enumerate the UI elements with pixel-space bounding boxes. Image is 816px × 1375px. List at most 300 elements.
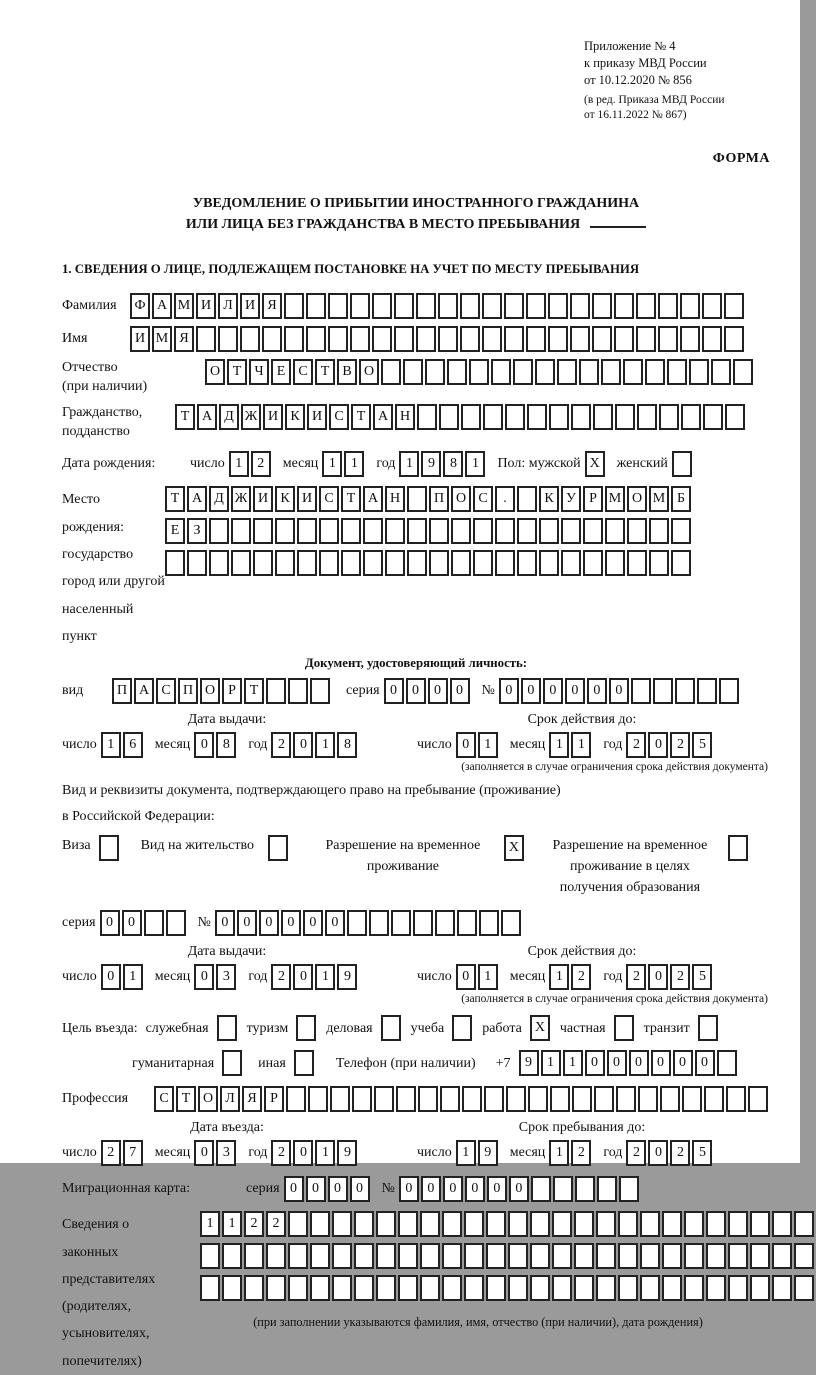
char-cell[interactable] <box>354 1211 374 1237</box>
char-cell[interactable]: 0 <box>237 910 257 936</box>
char-cell[interactable] <box>99 835 119 861</box>
char-cell[interactable] <box>275 518 295 544</box>
char-cell[interactable] <box>330 1086 350 1112</box>
char-cell[interactable]: Ж <box>241 404 261 430</box>
char-cell[interactable] <box>209 550 229 576</box>
char-cell[interactable] <box>407 486 427 512</box>
char-cell[interactable]: 1 <box>315 964 335 990</box>
char-cell[interactable] <box>649 550 669 576</box>
char-cell[interactable]: 2 <box>626 732 646 758</box>
char-cell[interactable] <box>549 404 569 430</box>
char-cell[interactable]: Л <box>220 1086 240 1112</box>
char-cell[interactable]: 9 <box>519 1050 539 1076</box>
char-cell[interactable]: 0 <box>194 1140 214 1166</box>
char-cell[interactable] <box>561 518 581 544</box>
char-cell[interactable] <box>645 359 665 385</box>
char-cell[interactable] <box>530 1275 550 1301</box>
char-cell[interactable] <box>394 293 414 319</box>
char-cell[interactable] <box>398 1211 418 1237</box>
char-cell[interactable] <box>442 1211 462 1237</box>
char-cell[interactable] <box>420 1275 440 1301</box>
char-cell[interactable] <box>452 1015 472 1041</box>
char-cell[interactable] <box>596 1243 616 1269</box>
char-cell[interactable] <box>594 1086 614 1112</box>
char-cell[interactable] <box>528 1086 548 1112</box>
char-cell[interactable]: 0 <box>587 678 607 704</box>
char-cell[interactable]: 0 <box>465 1176 485 1202</box>
char-cell[interactable] <box>385 518 405 544</box>
char-cell[interactable] <box>166 910 186 936</box>
char-cell[interactable] <box>284 293 304 319</box>
char-cell[interactable] <box>703 404 723 430</box>
char-cell[interactable] <box>527 404 547 430</box>
char-cell[interactable]: 0 <box>293 1140 313 1166</box>
char-cell[interactable]: 0 <box>456 732 476 758</box>
char-cell[interactable] <box>372 293 392 319</box>
char-cell[interactable] <box>636 293 656 319</box>
char-cell[interactable] <box>407 518 427 544</box>
char-cell[interactable] <box>659 404 679 430</box>
char-cell[interactable] <box>222 1243 242 1269</box>
char-cell[interactable] <box>439 404 459 430</box>
char-cell[interactable] <box>614 1015 634 1041</box>
char-cell[interactable] <box>571 404 591 430</box>
char-cell[interactable]: 1 <box>315 732 335 758</box>
char-cell[interactable]: Н <box>395 404 415 430</box>
char-cell[interactable]: 1 <box>344 451 364 477</box>
char-cell[interactable]: И <box>263 404 283 430</box>
char-cell[interactable] <box>675 678 695 704</box>
char-cell[interactable] <box>640 1275 660 1301</box>
char-cell[interactable]: 1 <box>549 732 569 758</box>
char-cell[interactable]: 0 <box>509 1176 529 1202</box>
char-cell[interactable] <box>231 518 251 544</box>
char-cell[interactable] <box>451 518 471 544</box>
char-cell[interactable] <box>728 1243 748 1269</box>
char-cell[interactable]: 2 <box>670 732 690 758</box>
char-cell[interactable] <box>508 1211 528 1237</box>
char-cell[interactable]: И <box>130 326 150 352</box>
char-cell[interactable] <box>548 326 568 352</box>
char-cell[interactable] <box>483 404 503 430</box>
char-cell[interactable]: В <box>337 359 357 385</box>
char-cell[interactable]: 0 <box>122 910 142 936</box>
char-cell[interactable]: З <box>187 518 207 544</box>
char-cell[interactable] <box>332 1211 352 1237</box>
char-cell[interactable]: И <box>253 486 273 512</box>
char-cell[interactable] <box>649 518 669 544</box>
char-cell[interactable] <box>457 910 477 936</box>
char-cell[interactable] <box>539 518 559 544</box>
char-cell[interactable]: 2 <box>626 1140 646 1166</box>
char-cell[interactable]: М <box>152 326 172 352</box>
char-cell[interactable] <box>288 1211 308 1237</box>
char-cell[interactable] <box>341 518 361 544</box>
char-cell[interactable] <box>724 293 744 319</box>
char-cell[interactable] <box>680 293 700 319</box>
char-cell[interactable] <box>435 910 455 936</box>
char-cell[interactable]: 0 <box>609 678 629 704</box>
char-cell[interactable]: О <box>451 486 471 512</box>
char-cell[interactable]: 0 <box>585 1050 605 1076</box>
char-cell[interactable]: 1 <box>465 451 485 477</box>
char-cell[interactable]: X <box>585 451 605 477</box>
char-cell[interactable] <box>268 835 288 861</box>
char-cell[interactable]: И <box>307 404 327 430</box>
char-cell[interactable]: 1 <box>315 1140 335 1166</box>
char-cell[interactable]: М <box>174 293 194 319</box>
char-cell[interactable] <box>592 326 612 352</box>
char-cell[interactable]: А <box>373 404 393 430</box>
char-cell[interactable] <box>350 293 370 319</box>
char-cell[interactable]: 2 <box>626 964 646 990</box>
char-cell[interactable] <box>266 1275 286 1301</box>
char-cell[interactable] <box>222 1275 242 1301</box>
char-cell[interactable] <box>381 359 401 385</box>
char-cell[interactable] <box>350 326 370 352</box>
char-cell[interactable] <box>570 293 590 319</box>
char-cell[interactable] <box>253 518 273 544</box>
char-cell[interactable]: К <box>539 486 559 512</box>
char-cell[interactable] <box>381 1015 401 1041</box>
char-cell[interactable] <box>748 1086 768 1112</box>
char-cell[interactable] <box>682 1086 702 1112</box>
char-cell[interactable] <box>640 1243 660 1269</box>
char-cell[interactable] <box>601 359 621 385</box>
char-cell[interactable] <box>794 1243 814 1269</box>
char-cell[interactable] <box>447 359 467 385</box>
char-cell[interactable] <box>574 1275 594 1301</box>
char-cell[interactable]: 0 <box>651 1050 671 1076</box>
char-cell[interactable] <box>491 359 511 385</box>
char-cell[interactable] <box>658 293 678 319</box>
char-cell[interactable] <box>417 404 437 430</box>
char-cell[interactable] <box>517 550 537 576</box>
char-cell[interactable] <box>750 1211 770 1237</box>
char-cell[interactable] <box>469 359 489 385</box>
char-cell[interactable] <box>671 518 691 544</box>
char-cell[interactable] <box>262 326 282 352</box>
char-cell[interactable] <box>794 1211 814 1237</box>
char-cell[interactable] <box>672 451 692 477</box>
char-cell[interactable]: 0 <box>695 1050 715 1076</box>
char-cell[interactable] <box>288 1243 308 1269</box>
char-cell[interactable] <box>526 293 546 319</box>
char-cell[interactable] <box>420 1211 440 1237</box>
char-cell[interactable] <box>495 550 515 576</box>
char-cell[interactable] <box>376 1211 396 1237</box>
char-cell[interactable]: Т <box>175 404 195 430</box>
char-cell[interactable]: X <box>530 1015 550 1041</box>
char-cell[interactable] <box>631 678 651 704</box>
char-cell[interactable] <box>662 1275 682 1301</box>
char-cell[interactable] <box>460 326 480 352</box>
char-cell[interactable] <box>413 910 433 936</box>
char-cell[interactable] <box>372 326 392 352</box>
char-cell[interactable] <box>253 550 273 576</box>
char-cell[interactable]: Т <box>176 1086 196 1112</box>
char-cell[interactable]: Н <box>385 486 405 512</box>
char-cell[interactable] <box>658 326 678 352</box>
char-cell[interactable] <box>398 1275 418 1301</box>
char-cell[interactable] <box>416 293 436 319</box>
char-cell[interactable]: П <box>112 678 132 704</box>
char-cell[interactable] <box>531 1176 551 1202</box>
char-cell[interactable]: 1 <box>222 1211 242 1237</box>
char-cell[interactable] <box>464 1243 484 1269</box>
char-cell[interactable] <box>627 518 647 544</box>
char-cell[interactable] <box>535 359 555 385</box>
char-cell[interactable] <box>702 326 722 352</box>
char-cell[interactable]: 5 <box>692 1140 712 1166</box>
char-cell[interactable] <box>416 326 436 352</box>
char-cell[interactable]: 2 <box>670 1140 690 1166</box>
char-cell[interactable]: Ф <box>130 293 150 319</box>
char-cell[interactable] <box>618 1211 638 1237</box>
char-cell[interactable] <box>618 1275 638 1301</box>
char-cell[interactable] <box>376 1275 396 1301</box>
char-cell[interactable]: А <box>152 293 172 319</box>
char-cell[interactable] <box>438 326 458 352</box>
char-cell[interactable] <box>530 1243 550 1269</box>
char-cell[interactable]: А <box>197 404 217 430</box>
char-cell[interactable] <box>341 550 361 576</box>
char-cell[interactable]: О <box>359 359 379 385</box>
char-cell[interactable] <box>218 326 238 352</box>
char-cell[interactable] <box>526 326 546 352</box>
char-cell[interactable] <box>616 1086 636 1112</box>
char-cell[interactable] <box>508 1243 528 1269</box>
char-cell[interactable]: 1 <box>101 732 121 758</box>
char-cell[interactable] <box>310 678 330 704</box>
char-cell[interactable] <box>671 550 691 576</box>
char-cell[interactable]: С <box>319 486 339 512</box>
char-cell[interactable] <box>662 1243 682 1269</box>
char-cell[interactable]: 2 <box>670 964 690 990</box>
char-cell[interactable] <box>310 1275 330 1301</box>
char-cell[interactable]: 1 <box>541 1050 561 1076</box>
char-cell[interactable] <box>308 1086 328 1112</box>
char-cell[interactable]: 0 <box>428 678 448 704</box>
char-cell[interactable]: 1 <box>399 451 419 477</box>
char-cell[interactable]: 0 <box>443 1176 463 1202</box>
char-cell[interactable]: О <box>200 678 220 704</box>
char-cell[interactable]: 2 <box>271 1140 291 1166</box>
char-cell[interactable]: П <box>178 678 198 704</box>
char-cell[interactable] <box>504 293 524 319</box>
char-cell[interactable] <box>623 359 643 385</box>
char-cell[interactable]: 0 <box>328 1176 348 1202</box>
char-cell[interactable] <box>706 1211 726 1237</box>
char-cell[interactable] <box>717 1050 737 1076</box>
char-cell[interactable] <box>462 1086 482 1112</box>
char-cell[interactable] <box>552 1275 572 1301</box>
char-cell[interactable]: С <box>329 404 349 430</box>
char-cell[interactable] <box>479 910 499 936</box>
char-cell[interactable]: 9 <box>421 451 441 477</box>
char-cell[interactable] <box>310 1211 330 1237</box>
char-cell[interactable]: 0 <box>399 1176 419 1202</box>
char-cell[interactable]: 1 <box>478 732 498 758</box>
char-cell[interactable]: 0 <box>629 1050 649 1076</box>
char-cell[interactable] <box>418 1086 438 1112</box>
char-cell[interactable] <box>429 518 449 544</box>
char-cell[interactable] <box>733 359 753 385</box>
char-cell[interactable]: 0 <box>306 1176 326 1202</box>
char-cell[interactable] <box>486 1243 506 1269</box>
char-cell[interactable]: Т <box>227 359 247 385</box>
char-cell[interactable]: 8 <box>216 732 236 758</box>
char-cell[interactable]: М <box>649 486 669 512</box>
char-cell[interactable]: Я <box>242 1086 262 1112</box>
char-cell[interactable] <box>728 1275 748 1301</box>
char-cell[interactable] <box>363 518 383 544</box>
char-cell[interactable] <box>296 1015 316 1041</box>
char-cell[interactable] <box>420 1243 440 1269</box>
char-cell[interactable]: 0 <box>100 910 120 936</box>
char-cell[interactable] <box>266 678 286 704</box>
char-cell[interactable] <box>231 550 251 576</box>
char-cell[interactable] <box>557 359 577 385</box>
char-cell[interactable] <box>706 1243 726 1269</box>
char-cell[interactable]: 5 <box>692 732 712 758</box>
char-cell[interactable]: Т <box>315 359 335 385</box>
char-cell[interactable] <box>684 1243 704 1269</box>
char-cell[interactable]: 0 <box>284 1176 304 1202</box>
char-cell[interactable] <box>583 518 603 544</box>
char-cell[interactable] <box>398 1243 418 1269</box>
char-cell[interactable] <box>244 1275 264 1301</box>
char-cell[interactable] <box>403 359 423 385</box>
char-cell[interactable] <box>548 293 568 319</box>
char-cell[interactable] <box>288 678 308 704</box>
char-cell[interactable]: 1 <box>563 1050 583 1076</box>
char-cell[interactable] <box>385 550 405 576</box>
char-cell[interactable] <box>561 550 581 576</box>
char-cell[interactable] <box>530 1211 550 1237</box>
char-cell[interactable] <box>244 1243 264 1269</box>
char-cell[interactable]: 0 <box>194 964 214 990</box>
char-cell[interactable] <box>553 1176 573 1202</box>
char-cell[interactable] <box>363 550 383 576</box>
char-cell[interactable] <box>473 550 493 576</box>
char-cell[interactable] <box>575 1176 595 1202</box>
char-cell[interactable]: С <box>156 678 176 704</box>
char-cell[interactable]: 0 <box>406 678 426 704</box>
char-cell[interactable]: 7 <box>123 1140 143 1166</box>
char-cell[interactable] <box>592 293 612 319</box>
char-cell[interactable] <box>605 518 625 544</box>
char-cell[interactable] <box>619 1176 639 1202</box>
char-cell[interactable] <box>702 293 722 319</box>
char-cell[interactable]: К <box>285 404 305 430</box>
char-cell[interactable] <box>638 1086 658 1112</box>
char-cell[interactable]: Я <box>174 326 194 352</box>
char-cell[interactable]: 0 <box>281 910 301 936</box>
char-cell[interactable]: М <box>605 486 625 512</box>
char-cell[interactable]: Е <box>271 359 291 385</box>
char-cell[interactable]: А <box>134 678 154 704</box>
char-cell[interactable] <box>660 1086 680 1112</box>
char-cell[interactable]: 9 <box>478 1140 498 1166</box>
char-cell[interactable] <box>374 1086 394 1112</box>
char-cell[interactable]: Т <box>165 486 185 512</box>
char-cell[interactable]: Т <box>351 404 371 430</box>
char-cell[interactable] <box>697 678 717 704</box>
char-cell[interactable] <box>711 359 731 385</box>
char-cell[interactable] <box>618 1243 638 1269</box>
char-cell[interactable]: С <box>473 486 493 512</box>
char-cell[interactable]: Т <box>244 678 264 704</box>
char-cell[interactable] <box>728 835 748 861</box>
char-cell[interactable]: Р <box>222 678 242 704</box>
char-cell[interactable]: 1 <box>322 451 342 477</box>
char-cell[interactable] <box>681 404 701 430</box>
char-cell[interactable] <box>637 404 657 430</box>
char-cell[interactable]: 5 <box>692 964 712 990</box>
char-cell[interactable] <box>288 1275 308 1301</box>
char-cell[interactable] <box>627 550 647 576</box>
char-cell[interactable] <box>332 1243 352 1269</box>
char-cell[interactable]: Ч <box>249 359 269 385</box>
char-cell[interactable] <box>539 550 559 576</box>
char-cell[interactable]: 1 <box>200 1211 220 1237</box>
char-cell[interactable] <box>750 1243 770 1269</box>
char-cell[interactable]: Б <box>671 486 691 512</box>
char-cell[interactable] <box>319 550 339 576</box>
char-cell[interactable]: X <box>504 835 524 861</box>
char-cell[interactable]: 0 <box>421 1176 441 1202</box>
char-cell[interactable] <box>200 1275 220 1301</box>
char-cell[interactable] <box>486 1211 506 1237</box>
char-cell[interactable] <box>460 293 480 319</box>
char-cell[interactable] <box>482 293 502 319</box>
char-cell[interactable]: 1 <box>456 1140 476 1166</box>
char-cell[interactable]: Д <box>219 404 239 430</box>
char-cell[interactable] <box>495 518 515 544</box>
char-cell[interactable]: 3 <box>216 1140 236 1166</box>
char-cell[interactable] <box>306 326 326 352</box>
char-cell[interactable]: 0 <box>499 678 519 704</box>
char-cell[interactable] <box>484 1086 504 1112</box>
char-cell[interactable]: Р <box>583 486 603 512</box>
char-cell[interactable] <box>286 1086 306 1112</box>
char-cell[interactable]: 2 <box>266 1211 286 1237</box>
char-cell[interactable]: 6 <box>123 732 143 758</box>
char-cell[interactable] <box>501 910 521 936</box>
char-cell[interactable] <box>689 359 709 385</box>
char-cell[interactable] <box>352 1086 372 1112</box>
char-cell[interactable] <box>200 1243 220 1269</box>
char-cell[interactable]: 9 <box>337 1140 357 1166</box>
char-cell[interactable] <box>583 550 603 576</box>
char-cell[interactable]: . <box>495 486 515 512</box>
char-cell[interactable] <box>196 326 216 352</box>
char-cell[interactable]: 0 <box>607 1050 627 1076</box>
char-cell[interactable]: 2 <box>271 964 291 990</box>
char-cell[interactable] <box>662 1211 682 1237</box>
char-cell[interactable] <box>593 404 613 430</box>
char-cell[interactable] <box>464 1275 484 1301</box>
char-cell[interactable]: 0 <box>293 732 313 758</box>
char-cell[interactable]: 0 <box>325 910 345 936</box>
char-cell[interactable]: 1 <box>571 732 591 758</box>
char-cell[interactable]: 0 <box>259 910 279 936</box>
char-cell[interactable] <box>684 1275 704 1301</box>
char-cell[interactable] <box>504 326 524 352</box>
char-cell[interactable] <box>275 550 295 576</box>
char-cell[interactable] <box>429 550 449 576</box>
